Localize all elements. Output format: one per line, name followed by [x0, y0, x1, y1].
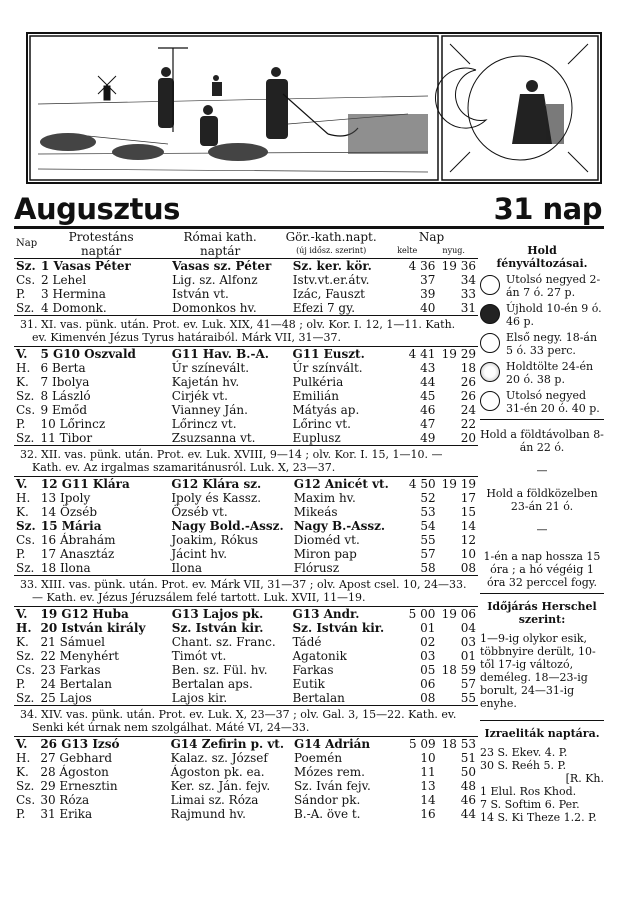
protestant-name: 20 István király	[40, 621, 146, 635]
roman-name: G11 Hav. B.-A.	[171, 347, 269, 361]
calendar-row	[14, 347, 478, 362]
roman-name: Ben. sz. Fül. hv.	[171, 663, 268, 677]
greek-name: Maxim hv.	[293, 491, 356, 505]
sunset-header: nyug.	[442, 246, 465, 255]
calendar-row	[14, 751, 478, 765]
sunrise: 11	[420, 765, 436, 779]
protestant-name: 27 Gebhard	[40, 751, 113, 765]
dash-1: —	[536, 464, 548, 477]
days-count: 31 nap	[493, 192, 602, 226]
calendar-row	[14, 259, 478, 274]
roman-name: Úr színevált.	[171, 361, 250, 375]
calendar-row	[14, 765, 478, 779]
sunrise: 45	[420, 389, 436, 403]
roman-name: Kalaz. sz. József	[170, 751, 268, 765]
calendar-row	[14, 547, 478, 561]
calendar-row	[14, 361, 478, 375]
weekday: P.	[16, 807, 26, 821]
roman-name: Özséb vt.	[171, 505, 228, 519]
sunrise: 52	[420, 491, 436, 505]
calendar-row	[14, 491, 478, 505]
moon-phase-text: Utolsó negyed 31-én 20 ó. 40 p.	[506, 389, 600, 415]
moon-icon	[480, 391, 500, 411]
sunset: 33	[460, 287, 476, 301]
sunset: 55	[460, 691, 476, 705]
calendar-row	[14, 533, 478, 547]
protestant-name: 7 Ibolya	[40, 375, 90, 389]
jewish-calendar-item: 7 S. Softim 6. Per.	[480, 798, 580, 811]
greek-name: Sz. István kir.	[292, 621, 385, 635]
jewish-calendar-item: 1 Elul. Ros Khod.	[480, 785, 577, 798]
roman-header: Római kath.	[183, 230, 257, 244]
protestant-name: 13 Ipoly	[40, 491, 91, 505]
greek-name: Mikeás	[293, 505, 338, 519]
sunrise: 58	[420, 561, 436, 575]
greek-name: Sz. Iván fejv.	[293, 779, 371, 793]
roman-name: Ker. sz. Ján. fejv.	[170, 779, 271, 793]
sunset: 14	[460, 519, 476, 533]
sunset: 18 53	[441, 737, 476, 751]
calendar-row	[14, 779, 478, 793]
sunrise: 5 09	[408, 737, 436, 751]
week-table	[14, 258, 478, 315]
roman-name: G13 Lajos pk.	[171, 607, 264, 621]
calendar-row	[14, 505, 478, 519]
weekday: K.	[16, 765, 29, 779]
weekday: Cs.	[16, 793, 36, 807]
roman-name: Sz. István kir.	[171, 621, 264, 635]
moon-icon	[480, 304, 500, 324]
week-table	[14, 476, 478, 575]
weather-title: Időjárás Herschel szerint:	[487, 600, 597, 626]
sunset: 18	[460, 361, 476, 375]
sunrise: 5 00	[408, 607, 436, 621]
weekday: P.	[16, 417, 26, 431]
apogee-note: Hold a földtávolban 8-án 22 ó.	[480, 428, 604, 454]
weekday: H.	[16, 621, 32, 635]
roman-name: Lőrincz vt.	[171, 417, 237, 431]
greek-name: Izác, Fauszt	[292, 287, 365, 301]
sunset: 24	[460, 403, 476, 417]
sunrise: 53	[420, 505, 436, 519]
protestant-name: 14 Özséb	[40, 505, 98, 519]
calendar-row	[14, 793, 478, 807]
roman-name: Lajos kir.	[171, 691, 228, 705]
sunrise: 4 36	[408, 259, 436, 273]
sunset: 19 06	[441, 607, 476, 621]
protestant-name: 29 Ernesztin	[40, 779, 118, 793]
protestant-name: 2 Lehel	[41, 273, 87, 287]
sunday-note: 33. XIII. vas. pünk. után. Prot. ev. Márk VII, 31—37 ; olv. Apost csel. 10, 24—33. — Kath. ev. Jézus Jéruzsálem felé tartott. Luk. XVII, 11—19.	[14, 575, 478, 606]
moon-phase	[480, 360, 604, 386]
calendar-row	[14, 807, 478, 821]
sunrise: 46	[420, 403, 436, 417]
week-table	[14, 606, 478, 705]
roman-name: Bertalan aps.	[171, 677, 253, 691]
sunrise: 03	[420, 649, 436, 663]
calendar-row	[14, 621, 478, 635]
roman-name: Kajetán hv.	[171, 375, 240, 389]
sunset: 26	[460, 389, 476, 403]
weekday: Sz.	[16, 779, 35, 793]
calendar-row	[14, 431, 478, 445]
greek-name: Tádé	[292, 635, 322, 649]
sunrise: 49	[420, 431, 436, 445]
protestant-name: 3 Hermina	[41, 287, 106, 301]
sunrise: 05	[420, 663, 436, 677]
sunrise: 16	[420, 807, 436, 821]
sunset: 34	[460, 273, 476, 287]
weather-text: 1—9-ig olykor esik, többnyire derült, 10-től 17-ig változó, deméleg. 18—23-ig borult, 24—31-ig enyhe.	[480, 632, 596, 710]
protestant-name: 17 Anasztáz	[40, 547, 115, 561]
sunrise: 47	[420, 417, 436, 431]
sunrise: 54	[420, 519, 436, 533]
jewish-calendar-item: [R. Kh.	[565, 772, 604, 785]
greek-name: Úr színvált.	[292, 361, 363, 375]
roman-name: G12 Klára sz.	[171, 477, 262, 491]
weekday: V.	[16, 737, 28, 751]
weekday: H.	[16, 491, 31, 505]
jewish-calendar-item: 14 S. Ki Theze 1.2. P.	[480, 811, 597, 824]
calendar-row	[14, 417, 478, 431]
greek-header: Gör.-kath.napt.	[285, 230, 377, 244]
roman-name: G14 Zefirin p. vt.	[170, 737, 285, 751]
sunrise: 4 50	[408, 477, 436, 491]
roman-name: Nagy Bold.-Assz.	[171, 519, 284, 533]
calendar-row	[14, 677, 478, 691]
roman-name: Ilona	[171, 561, 202, 575]
divider	[480, 419, 604, 420]
greek-name: Agatonik	[292, 649, 347, 663]
weekday: Sz.	[16, 649, 35, 663]
sunset: 04	[460, 621, 476, 635]
greek-name: B.-A. öve t.	[293, 807, 361, 821]
calendar-row	[14, 691, 478, 705]
roman-subheader: naptár	[199, 244, 241, 258]
roman-name: Lig. sz. Alfonz	[172, 273, 258, 287]
protestant-header: Protestáns	[68, 230, 134, 244]
calendar-row	[14, 663, 478, 677]
sunrise: 06	[420, 677, 436, 691]
greek-name: Nagy B.-Assz.	[293, 519, 386, 533]
greek-name: G11 Euszt.	[292, 347, 365, 361]
calendar-row	[14, 737, 478, 752]
moon-phase	[480, 273, 604, 299]
sunrise: 01	[420, 621, 436, 635]
protestant-name: 9 Emőd	[40, 403, 88, 417]
sunset: 17	[460, 491, 476, 505]
weekday: K.	[16, 505, 29, 519]
greek-name: Flórusz	[293, 561, 340, 575]
sun-header: Nap	[418, 230, 445, 244]
side-column	[480, 230, 604, 824]
greek-name: Mátyás ap.	[292, 403, 360, 417]
weekday: K.	[16, 635, 29, 649]
calendar-table-area	[14, 230, 478, 821]
roman-name: Chant. sz. Franc.	[171, 635, 276, 649]
weekday: H.	[16, 361, 31, 375]
calendar-row	[14, 649, 478, 663]
protestant-name: 24 Bertalan	[40, 677, 112, 691]
jewish-calendar-list	[480, 746, 604, 824]
sunset: 20	[460, 431, 476, 445]
sunset: 08	[460, 561, 476, 575]
protestant-name: 30 Róza	[40, 793, 90, 807]
calendar-row	[14, 477, 478, 492]
greek-name: Sándor pk.	[293, 793, 361, 807]
roman-name: Domonkos hv.	[172, 301, 257, 315]
greek-name: Lőrinc vt.	[292, 417, 351, 431]
title-rule	[14, 226, 604, 229]
calendar-row	[14, 635, 478, 649]
sunrise: 10	[420, 751, 436, 765]
divider	[480, 720, 604, 721]
divider	[480, 593, 604, 594]
protestant-name: 21 Sámuel	[40, 635, 106, 649]
sunset: 31	[460, 301, 476, 315]
protestant-name: 28 Ágoston	[40, 765, 109, 779]
weekday: P.	[16, 287, 26, 301]
weekday: Sz.	[16, 259, 36, 273]
calendar-row	[14, 403, 478, 417]
jewish-calendar-item: 30 S. Reéh 5. P.	[480, 759, 567, 772]
moon-icon	[480, 275, 500, 295]
sunrise: 55	[420, 533, 436, 547]
roman-name: Limai sz. Róza	[170, 793, 259, 807]
roman-name: Vianney Ján.	[171, 403, 248, 417]
sunset: 01	[460, 649, 476, 663]
roman-name: Zsuzsanna vt.	[171, 431, 256, 445]
sunset: 44	[460, 807, 476, 821]
greek-name: G14 Adrián	[293, 737, 371, 751]
calendar-row	[14, 561, 478, 575]
moon-phase-text: Első negy. 18-án 5 ó. 33 perc.	[506, 331, 598, 357]
weekday: Sz.	[16, 431, 35, 445]
sunrise: 43	[420, 361, 436, 375]
moon-phases-title: Hold fényváltozásai.	[496, 244, 588, 270]
sunday-note: 34. XIV. vas. pünk. után. Prot. ev. Luk. X, 23—37 ; olv. Gal. 3, 15—22. Kath. ev. Senki két úrnak nem szolgálhat. Máté VI, 24—33.	[14, 705, 478, 736]
sunset: 12	[460, 533, 476, 547]
calendar-row	[14, 301, 478, 315]
protestant-subheader: naptár	[80, 244, 122, 258]
sunset: 03	[460, 635, 476, 649]
weekday: H.	[16, 751, 31, 765]
perigee-note: Hold a földközelben 23-án 21 ó.	[486, 487, 598, 513]
greek-name: Dioméd vt.	[293, 533, 360, 547]
sunset: 57	[460, 677, 476, 691]
greek-name: Pulkéria	[292, 375, 344, 389]
moon-icon	[480, 333, 500, 353]
roman-name: Ipoly és Kassz.	[171, 491, 262, 505]
sunrise: 37	[420, 273, 436, 287]
week-table	[14, 346, 478, 445]
jewish-calendar-title: Izraeliták naptára.	[484, 727, 600, 740]
greek-name: Farkas	[292, 663, 334, 677]
roman-name: Jácint hv.	[171, 547, 228, 561]
greek-name: Emilián	[292, 389, 340, 403]
protestant-name: 10 Lőrincz	[40, 417, 106, 431]
greek-name: G13 Andr.	[292, 607, 360, 621]
greek-name: G12 Anicét vt.	[293, 477, 389, 491]
protestant-name: 8 László	[40, 389, 91, 403]
sunrise: 02	[420, 635, 436, 649]
weekday: Sz.	[16, 691, 35, 705]
moon-icon	[480, 362, 500, 382]
greek-name: Sz. ker. kör.	[292, 259, 372, 273]
weekday: Cs.	[16, 663, 36, 677]
week-table	[14, 736, 478, 821]
roman-name: István vt.	[172, 287, 229, 301]
roman-name: Timót vt.	[171, 649, 227, 663]
sunset: 50	[460, 765, 476, 779]
moon-phase-text: Újhold 10-én 9 ó. 46 p.	[506, 302, 602, 328]
sunset: 48	[460, 779, 476, 793]
protestant-name: 1 Vasas Péter	[41, 259, 131, 273]
jewish-calendar-item: 23 S. Ekev. 4. P.	[480, 746, 568, 759]
sunset: 15	[460, 505, 476, 519]
weekday: Sz.	[16, 301, 35, 315]
sunset: 46	[460, 793, 476, 807]
sunset: 10	[460, 547, 476, 561]
greek-name: Mózes rem.	[293, 765, 365, 779]
harvest-illustration	[28, 34, 600, 182]
roman-name: Joakim, Rókus	[171, 533, 259, 547]
dash-2: —	[536, 523, 548, 536]
sunrise: 57	[420, 547, 436, 561]
header-illustration	[26, 32, 602, 184]
sunset: 26	[460, 375, 476, 389]
sunrise: 39	[420, 287, 436, 301]
calendar-row	[14, 273, 478, 287]
protestant-name: 23 Farkas	[40, 663, 101, 677]
moon-phase	[480, 331, 604, 357]
protestant-name: 25 Lajos	[40, 691, 92, 705]
calendar-row	[14, 375, 478, 389]
greek-name: Poemén	[293, 751, 343, 765]
weekday: Sz.	[16, 561, 35, 575]
weekday: P.	[16, 547, 26, 561]
sunrise: 08	[420, 691, 436, 705]
moon-phases-list	[480, 273, 604, 415]
calendar-row	[14, 519, 478, 533]
weekday: Cs.	[16, 273, 36, 287]
greek-name: Istv.vt.er.átv.	[292, 273, 370, 287]
greek-subheader: (új idősz. szerint)	[296, 246, 367, 255]
protestant-name: 19 G12 Huba	[40, 607, 129, 621]
roman-name: Cirjék vt.	[171, 389, 228, 403]
calendar-row	[14, 607, 478, 622]
weekday: Sz.	[16, 519, 36, 533]
sunrise: 13	[420, 779, 436, 793]
sunday-note: 31. XI. vas. pünk. után. Prot. ev. Luk. XIX, 41—48 ; olv. Kor. I. 12, 1—11. Kath. ev. Kimenvén Jézus Tyrus határaiból. Márk VII, 31—37.	[14, 315, 478, 346]
greek-name: Eutik	[292, 677, 325, 691]
protestant-name: 31 Erika	[40, 807, 93, 821]
sunday-note: 32. XII. vas. pünk. után. Prot. ev. Luk. XVIII, 9—14 ; olv. Kor. I. 15, 1—10. — Kath. ev. Az irgalmas szamaritánusról. Luk. X, 23—37.	[14, 445, 478, 476]
protestant-name: 18 Ilona	[40, 561, 91, 575]
moon-phase	[480, 389, 604, 415]
sunset: 51	[460, 751, 476, 765]
protestant-name: 15 Mária	[40, 519, 102, 533]
protestant-name: 12 G11 Klára	[40, 477, 130, 491]
protestant-name: 5 G10 Oszvald	[40, 347, 136, 361]
calendar-header	[14, 230, 478, 258]
protestant-name: 11 Tibor	[40, 431, 93, 445]
day-header: Nap	[16, 238, 38, 249]
sunset: 22	[460, 417, 476, 431]
weekday: K.	[16, 375, 29, 389]
sunset: 18 59	[441, 663, 476, 677]
protestant-name: 4 Domonk.	[41, 301, 107, 315]
weekday: Sz.	[16, 389, 35, 403]
weekday: V.	[16, 607, 28, 621]
protestant-name: 22 Menyhért	[40, 649, 119, 663]
month-title: Augusztus	[14, 192, 180, 226]
weeks-container	[14, 258, 478, 821]
roman-name: Ágoston pk. ea.	[170, 765, 265, 779]
sunset: 19 19	[441, 477, 476, 491]
protestant-name: 16 Ábrahám	[40, 533, 116, 547]
greek-name: Miron pap	[293, 547, 357, 561]
moon-phase-text: Utolsó negyed 2-án 7 ó. 27 p.	[506, 273, 601, 299]
greek-name: Euplusz	[292, 431, 341, 445]
weekday: V.	[16, 347, 28, 361]
sunrise-header: kelte	[397, 246, 418, 255]
moon-phase	[480, 302, 604, 328]
sunrise: 4 41	[408, 347, 436, 361]
weekday: P.	[16, 677, 26, 691]
sunrise: 44	[420, 375, 436, 389]
greek-name: Bertalan	[292, 691, 345, 705]
roman-name: Vasas sz. Péter	[172, 259, 272, 273]
sunrise: 40	[420, 301, 436, 315]
protestant-name: 6 Berta	[40, 361, 86, 375]
calendar-row	[14, 389, 478, 403]
weekday: Cs.	[16, 403, 36, 417]
weekday: Cs.	[16, 533, 36, 547]
sunrise: 14	[420, 793, 436, 807]
protestant-name: 26 G13 Izsó	[40, 737, 120, 751]
calendar-row	[14, 287, 478, 301]
moon-phase-text: Holdtölte 24-én 20 ó. 38 p.	[506, 360, 594, 386]
greek-name: Efezi 7 gy.	[292, 301, 356, 315]
sunset: 19 36	[441, 259, 476, 273]
sunset: 19 29	[441, 347, 476, 361]
daylength-note: 1-én a nap hossza 15 óra ; a hó végéig 1 óra 32 perccel fogy.	[483, 550, 601, 589]
weekday: V.	[16, 477, 28, 491]
roman-name: Rajmund hv.	[170, 807, 246, 821]
